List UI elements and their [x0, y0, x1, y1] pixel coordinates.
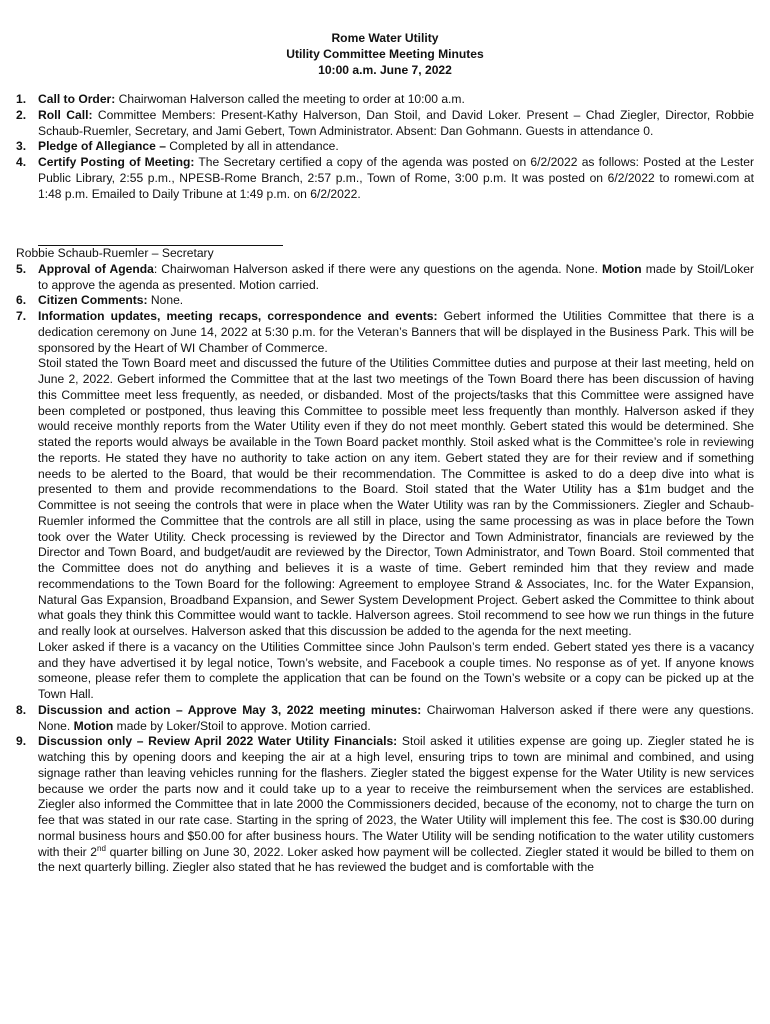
item-text: Stoil asked it utilities expense are going up. Ziegler stated he is watching this by opening doors and keeping the air at a high level, ensuring trips to town are minimal and combined, and using signage rather than leaving vehicles running for the flashers. Ziegler stated the biggest expense for the Water Utility is new services because we order the parts now and it could take up to a year to receive the reimbursement when the services are established. Ziegler also informed the Committee that in late 2000 the Commissioners decided, because of the economy, not to charge the turn on fee that was stated in our rate case. Starting in the spring of 2023, the Water Utility will implement this fee. The cost is $30.00 during normal business hours and $50.00 for after business hours. The Water Utility will be sending notification to the water utility customers with their 2 — [38, 734, 754, 859]
item-label: Approval of Agenda — [38, 261, 154, 276]
item-number: 7. — [16, 309, 27, 323]
item-label: Information updates, meeting recaps, correspondence and events: — [38, 309, 438, 323]
motion-label: Motion — [73, 718, 114, 733]
document-header — [16, 30, 754, 78]
item-text: Chairwoman Halverson called the meeting to order at 10:00 a.m. — [115, 92, 465, 106]
agenda-item-9 — [16, 734, 754, 876]
signature-name: Robbie Schaub-Ruemler – Secretary — [16, 246, 214, 260]
meeting-date: 10:00 a.m. June 7, 2022 — [318, 63, 452, 77]
item-number: 8. — [16, 702, 27, 717]
item-number: 3. — [16, 139, 27, 154]
item-number: 5. — [16, 261, 27, 276]
signature-line — [16, 230, 754, 246]
item-label: Discussion and action – Approve May 3, 2022 meeting minutes: — [38, 702, 422, 717]
item-label: Pledge of Allegiance – — [38, 139, 166, 154]
item-7-paragraph-3: Loker asked if there is a vacancy on the Utilities Committee since John Paulson’s term ended. Gebert stated yes there is a vacancy and they have advertised it by legal notice, Town’s website, and Facebook a couple times. No response as of yet. If anyone knows someone, please refer them to complete the application that can be found on the Town’s website or a copy can be picked up at the Town Hall. — [38, 639, 754, 701]
item-text: Committee Members: Present-Kathy Halverson, Dan Stoil, and David Loker. Present – Chad Ziegler, Director, Robbie Schaub-Ruemler, Secretary, and Jami Gebert, Town Administrator. Absent: Dan Gohmann. Guests in attendance 0. — [38, 107, 754, 138]
agenda-item-3 — [16, 139, 754, 155]
item-label: Call to Order: — [38, 92, 116, 106]
agenda-item-6 — [16, 293, 754, 309]
item-label: Certify Posting of Meeting: — [38, 155, 195, 169]
item-number: 6. — [16, 293, 27, 308]
motion-label: Motion — [602, 261, 642, 276]
item-number: 4. — [16, 155, 27, 169]
item-text-continued: made by Loker/Stoil to approve. Motion carried. — [113, 718, 371, 733]
ordinal-superscript: nd — [97, 843, 106, 853]
item-text: Completed by all in attendance. — [165, 139, 339, 154]
agenda-item-2 — [16, 108, 754, 140]
item-label: Discussion only – Review April 2022 Water Utility Financials: — [38, 734, 398, 749]
item-text-continued: made by Stoil/Loker to approve the agenda as presented. Motion carried. — [38, 261, 754, 292]
organization-name: Rome Water Utility — [331, 31, 439, 45]
item-text: : Chairwoman Halverson asked if there were any questions on the agenda. None. — [153, 261, 603, 276]
item-text: None. — [147, 293, 184, 308]
item-label: Citizen Comments: — [38, 293, 148, 308]
agenda-item-1 — [16, 92, 754, 108]
document-title: Utility Committee Meeting Minutes — [286, 47, 484, 61]
agenda-item-8 — [16, 703, 754, 735]
item-text: Chairwoman Halverson asked if there were any questions. None. — [38, 702, 755, 733]
item-7-paragraph-2: Stoil stated the Town Board meet and discussed the future of the Utilities Committee duties and purpose at their last meeting, held on June 2, 2022. Gebert informed the Committee that at the last two meetings of the Town Board there has been discussion of having this Committee meet less frequently, as needed, or disbanded. Most of the projects/tasks that this Committee were assigned have been completed or postponed, thus leaving this Committee to possible meet less frequently than monthly. Halverson asked if they would receive monthly reports from the Water Utility even if they do not meet monthly. Gebert stated this would be determined. She stated the reports would always be available in the Town Board packet monthly. Stoil asked what is the Committee’s role in reviewing the reports. He stated they have no authority to take action on any item. Gebert stated they are for their review and if something needs to be alerted to the Board, that would be their recommendation. The Committee is asked to do a deep dive into what is presented to them and provide recommendations to the Board. Stoil stated that the Water Utility has a $1m budget and the Committee is not seeing the controls that were in place when the Water Utility was ran by the Commissioners. Ziegler and Schaub-Ruemler informed the Committee that the controls are all still in place, using the same processing as was in place before the Town took over the Water Utility. Check processing is reviewed by the Director and Town Administrator, financials are reviewed by the Director and Town Board, and budget/audit are reviewed by the Director, Town Administrator, and Town Board. Stoil commented that the Committee does not do anything and believes it is a waste of time. Gebert reminded him that they review and made recommendations to the Town Board for the following: Agreement to employee Strand & Associates, Inc. for the Water Expansion, Natural Gas Expansion, Broadband Expansion, and Sewer System Development Project. Gebert asked the Committee to think about what goals they think this Committee would want to tackle. Halverson agrees. Stoil recommend to see how we run things in the future and really look at ourselves. Halverson asked that this discussion be added to the agenda for the next meeting. — [38, 356, 754, 638]
agenda-item-4 — [16, 155, 754, 202]
item-text: The Secretary certified a copy of the agenda was posted on 6/2/2022 as follows: Posted at the Lester Public Library, 2:55 p.m., NPESB-Rome Branch, 2:57 p.m., Town of Rome, 3:00 p.m. It was posted on 6/2/2022 to romewi.com at 1:48 p.m. Emailed to Daily Tribune at 1:49 p.m. on 6/2/2022. — [38, 155, 754, 201]
item-label: Roll Call: — [38, 107, 93, 122]
agenda-item-5 — [16, 262, 754, 294]
item-text: Gebert informed the Utilities Committee that there is a dedication ceremony on June 14, 2022 at 5:30 p.m. for the Veteran’s Banners that will be displayed in the Business Park. This will be sponsored by the Heart of WI Chamber of Commerce. — [38, 309, 755, 355]
item-number: 2. — [16, 107, 27, 122]
item-number: 9. — [16, 734, 27, 749]
item-number: 1. — [16, 92, 27, 106]
agenda-item-7 — [16, 309, 754, 356]
item-text-continued: quarter billing on June 30, 2022. Loker asked how payment will be collected. Ziegler stated it would be billed to them on the next quarterly billing. Ziegler also stated that he has reviewed the budget and is comfortable with the — [38, 844, 754, 875]
